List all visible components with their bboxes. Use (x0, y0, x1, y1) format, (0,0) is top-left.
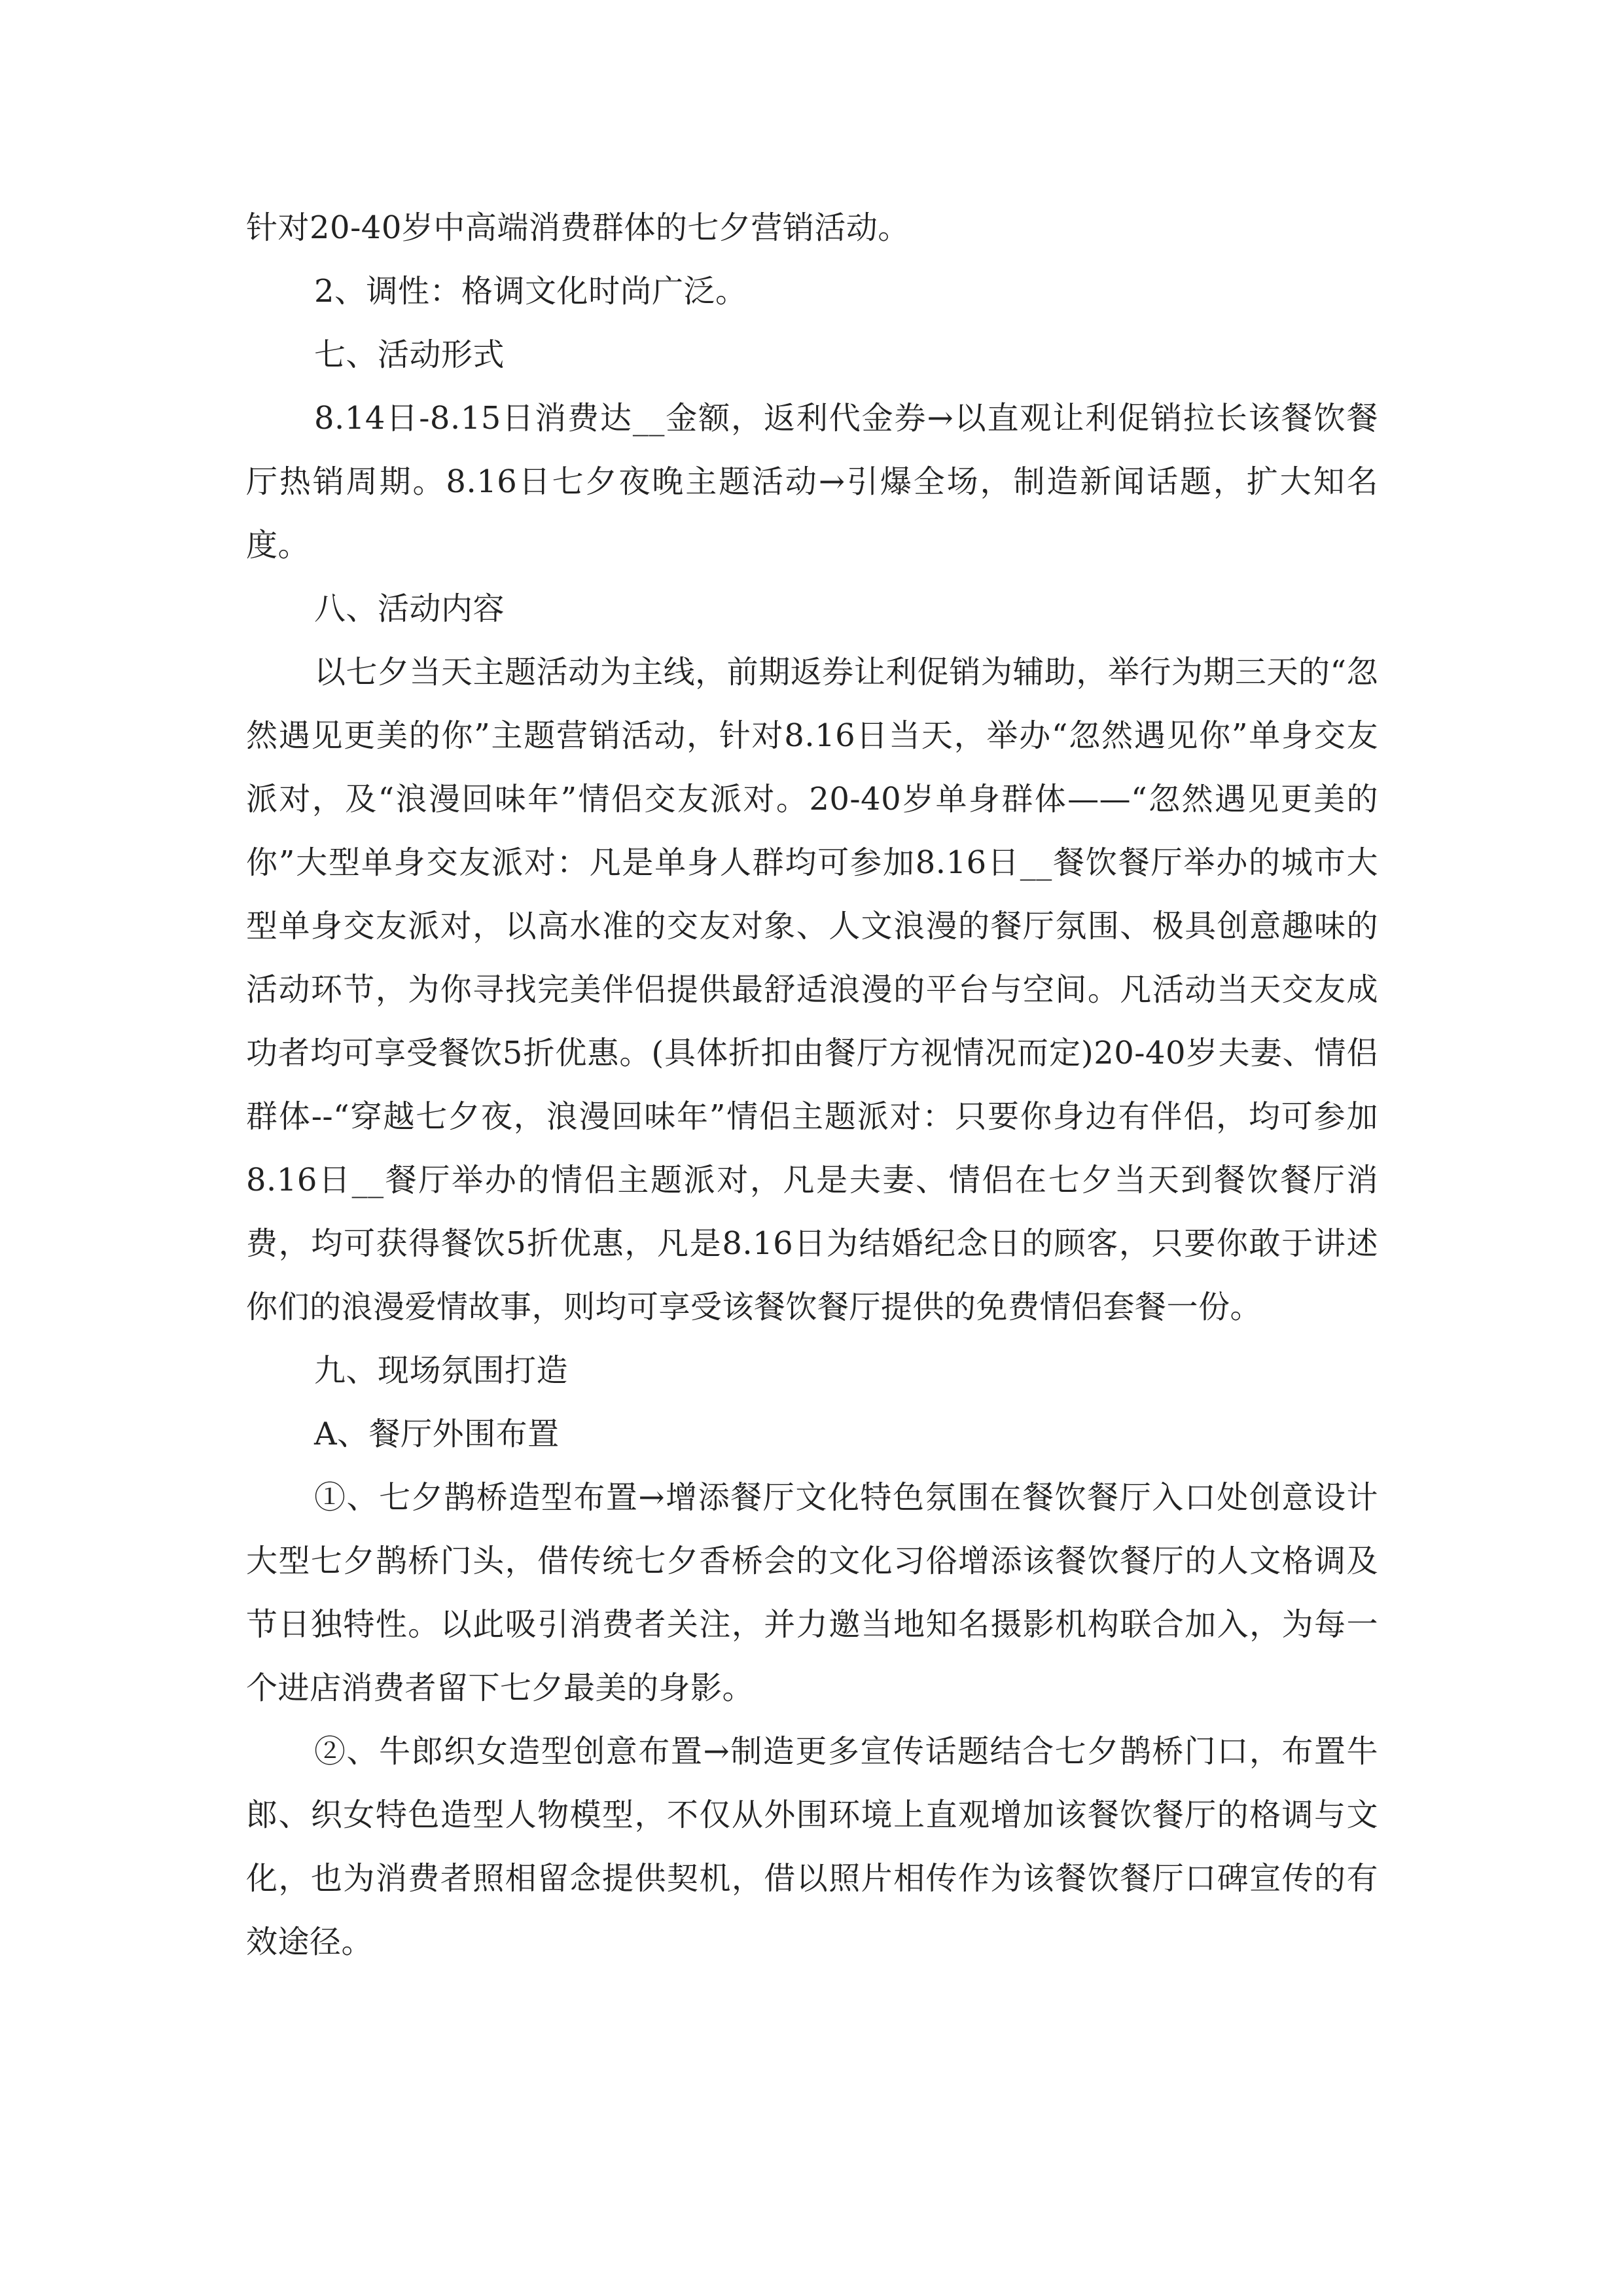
paragraph-activity-content: 以七夕当天主题活动为主线，前期返券让利促销为辅助，举行为期三天的“忽然遇见更美的你”主题营销活动，针对8.16日当天，举办“忽然遇见你”单身交友派对，及“浪漫回味年”情侣交友派对。20-40岁单身群体——“忽然遇见更美的你”大型单身交友派对：凡是单身人群均可参加8.16日__餐饮餐厅举办的城市大型单身交友派对，以高水准的交友对象、人文浪漫的餐厅氛围、极具创意趣味的活动环节，为你寻找完美伴侣提供最舒适浪漫的平台与空间。凡活动当天交友成功者均可享受餐饮5折优惠。(具体折扣由餐厅方视情况而定)20-40岁夫妻、情侣群体--“穿越七夕夜，浪漫回味年”情侣主题派对：只要你身边有伴侣，均可参加8.16日__餐厅举办的情侣主题派对，凡是夫妻、情侣在七夕当天到餐饮餐厅消费，均可获得餐饮5折优惠，凡是8.16日为结婚纪念日的顾客，只要你敢于讲述你们的浪漫爱情故事，则均可享受该餐饮餐厅提供的免费情侣套餐一份。 (246, 654, 1378, 1325)
section-heading-activity-form: 七、活动形式 (314, 336, 505, 373)
paragraph-cowherd-weaver: ②、牛郎织女造型创意布置→制造更多宣传话题结合七夕鹊桥门口，布置牛郎、织女特色造型人物模型，不仅从外围环境上直观增加该餐饮餐厅的格调与文化，也为消费者照相留念提供契机，借以照片相传作为该餐饮餐厅口碑宣传的有效途径。 (246, 1733, 1378, 1960)
section-heading-activity-content: 八、活动内容 (314, 590, 505, 627)
paragraph-target-audience: 针对20-40岁中高端消费群体的七夕营销活动。 (246, 209, 910, 246)
paragraph-magpie-bridge: ①、七夕鹊桥造型布置→增添餐厅文化特色氛围在餐饮餐厅入口处创意设计大型七夕鹊桥门头，借传统七夕香桥会的文化习俗增添该餐饮餐厅的人文格调及节日独特性。以此吸引消费者关注，并力邀当地知名摄影机构联合加入，为每一个进店消费者留下七夕最美的身影。 (246, 1479, 1378, 1706)
document-body (246, 196, 1378, 1974)
subsection-heading-exterior: A、餐厅外围布置 (314, 1416, 560, 1452)
paragraph-activity-form: 8.14日-8.15日消费达__金额，返利代金券→以直观让利促销拉长该餐饮餐厅热销周期。8.16日七夕夜晚主题活动→引爆全场，制造新闻话题，扩大知名度。 (246, 400, 1378, 564)
paragraph-tone: 2、调性：格调文化时尚广泛。 (314, 273, 747, 310)
section-heading-atmosphere: 九、现场氛围打造 (314, 1352, 569, 1389)
